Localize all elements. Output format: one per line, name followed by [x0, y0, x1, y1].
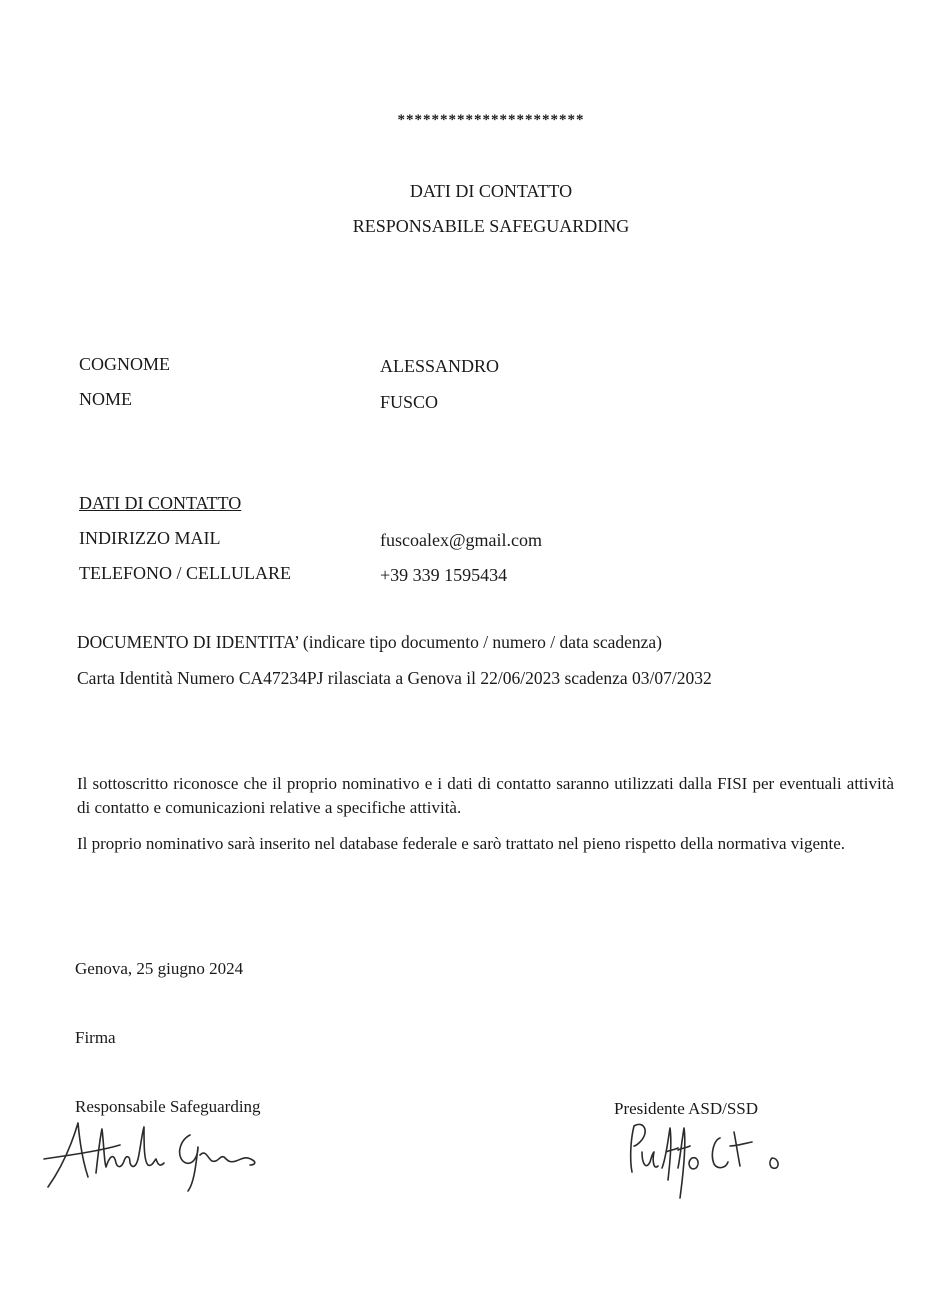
contact-heading: DATI DI CONTATTO [79, 493, 242, 513]
nome-value: FUSCO [380, 392, 439, 412]
phone-label: TELEFONO / CELLULARE [79, 563, 291, 583]
cognome-value: ALESSANDRO [380, 356, 500, 376]
consent-paragraph-2: Il proprio nominativo sarà inserito nel database federale e sarò trattato nel pieno rispetto della normativa vigente. [77, 834, 846, 853]
left-signature [40, 1115, 270, 1195]
firma-label: Firma [75, 1028, 116, 1047]
email-value: fuscoalex@gmail.com [380, 530, 543, 550]
document-title: DATI DI CONTATTO [409, 181, 573, 201]
email-label: INDIRIZZO MAIL [79, 528, 221, 548]
place-date: Genova, 25 giugno 2024 [75, 959, 244, 978]
identity-heading: DOCUMENTO DI IDENTITA’ (indicare tipo documento / numero / data scadenza) [77, 632, 662, 652]
cognome-label: COGNOME [79, 354, 171, 374]
identity-value: Carta Identità Numero CA47234PJ rilasciata a Genova il 22/06/2023 scadenza 03/07/2032 [77, 668, 712, 688]
consent-paragraph-1: Il sottoscritto riconosce che il proprio nominativo e i dati di contatto saranno utilizzati dalla FISI per eventuali attività di contatto e comunicazioni relative a specifiche attività. [77, 774, 894, 817]
right-signer-label: Presidente ASD/SSD [614, 1099, 759, 1118]
phone-value: +39 339 1595434 [380, 565, 508, 585]
right-signature [622, 1118, 792, 1203]
left-signer-label: Responsabile Safeguarding [75, 1097, 261, 1116]
document-subtitle: RESPONSABILE SAFEGUARDING [352, 216, 630, 236]
separator-stars: ********************** [397, 112, 585, 128]
nome-label: NOME [79, 389, 132, 409]
